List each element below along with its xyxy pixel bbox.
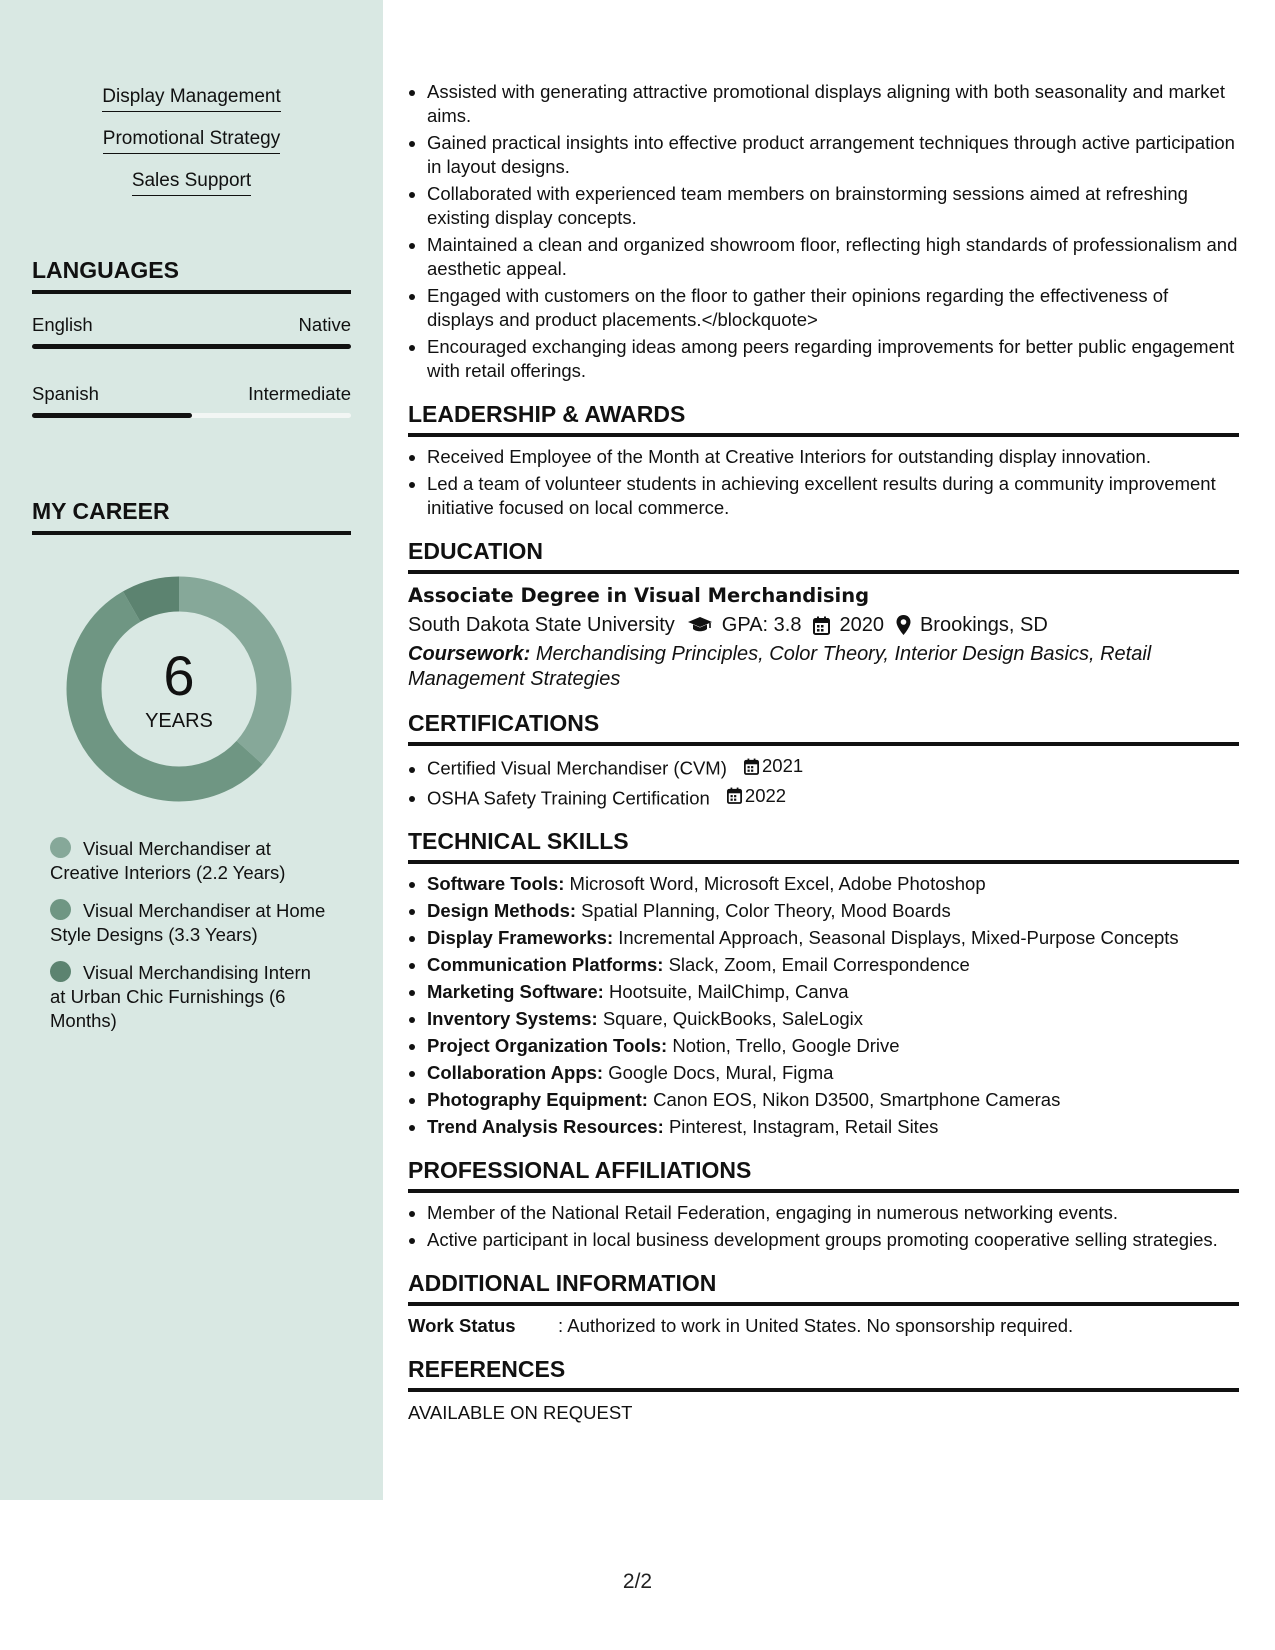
calendar-icon [744, 758, 759, 775]
career-legend [50, 837, 330, 1047]
education-coursework [408, 642, 1239, 692]
skill-link-display-management[interactable]: Display Management [102, 86, 280, 112]
language-bar-english [32, 344, 351, 349]
career-item [50, 961, 330, 1033]
skill-item [427, 1061, 1239, 1085]
references-text: AVAILABLE ON REQUEST [408, 1402, 633, 1423]
references-heading: REFERENCES [408, 1355, 1239, 1392]
legend-dot [50, 899, 71, 920]
career-item-text: Visual Merchandising Intern at Urban Chic Furnishings (6 Months) [50, 962, 311, 1031]
calendar-icon [813, 616, 830, 635]
career-item [50, 899, 330, 947]
skill-label: Project Organization Tools: [427, 1035, 668, 1056]
language-bar-spanish [32, 413, 351, 418]
skill-label: Software Tools: [427, 873, 565, 894]
certification-year: 2022 [744, 784, 787, 806]
skill-item [427, 953, 1239, 977]
leadership-list [408, 445, 1239, 520]
certification-name: OSHA Safety Training Certification [427, 787, 710, 808]
language-bar-fill [32, 344, 351, 349]
affiliation-item: • Active participant in local business development groups promoting cooperative selling strategies. [427, 1228, 1239, 1252]
experience-bullet: • Gained practical insights into effective product arrangement techniques through active participation in layout designs. [427, 131, 1239, 179]
skill-links [0, 86, 383, 212]
legend-dot [50, 837, 71, 858]
language-name: Spanish [32, 383, 99, 404]
education-gpa: GPA: 3.8 [721, 614, 802, 636]
coursework-value: Merchandising Principles, Color Theory, Interior Design Basics, Retail Management Strategies [408, 643, 1152, 690]
languages-heading: LANGUAGES [32, 257, 351, 294]
additional-info-heading: ADDITIONAL INFORMATION [408, 1269, 1239, 1306]
skill-link-promotional-strategy[interactable]: Promotional Strategy [103, 128, 280, 154]
coursework-label: Coursework: [408, 643, 531, 665]
education-school: South Dakota State University [408, 614, 675, 636]
career-total-years: 6 [163, 644, 195, 707]
leadership-heading: LEADERSHIP & AWARDS [408, 400, 1239, 437]
skill-label: Trend Analysis Resources: [427, 1116, 664, 1137]
technical-skills-list [408, 872, 1239, 1139]
experience-bullet: • Engaged with customers on the floor to gather their opinions regarding the effectiveness of displays and product placements.</blockquote> [427, 284, 1239, 332]
affiliation-item: • Member of the National Retail Federation, engaging in numerous networking events. [427, 1201, 1239, 1225]
language-row-spanish [32, 383, 351, 405]
education-year: 2020 [839, 614, 884, 636]
technical-skills-heading: TECHNICAL SKILLS [408, 827, 1239, 864]
career-total-unit: YEARS [145, 710, 213, 732]
language-level: Intermediate [248, 383, 351, 404]
skill-label: Collaboration Apps: [427, 1062, 604, 1083]
skill-value: Square, QuickBooks, SaleLogix [602, 1008, 864, 1029]
skill-label: Communication Platforms: [427, 954, 664, 975]
map-pin-icon [896, 615, 911, 635]
affiliations-heading: PROFESSIONAL AFFILIATIONS [408, 1156, 1239, 1193]
work-status-label: Work Status [408, 1315, 516, 1336]
skill-item [427, 1115, 1239, 1139]
skill-label: Inventory Systems: [427, 1008, 598, 1029]
certification-year: 2021 [762, 755, 804, 776]
skill-value: Microsoft Word, Microsoft Excel, Adobe Photoshop [569, 873, 986, 894]
career-item-text: Visual Merchandiser at Creative Interiors (2.2 Years) [50, 838, 286, 883]
work-status-value: : Authorized to work in United States. No sponsorship required. [558, 1315, 1074, 1336]
page-number: 2/2 [622, 1570, 653, 1593]
skill-item [427, 1088, 1239, 1112]
skill-label: Design Methods: [427, 900, 577, 921]
experience-bullet: • Maintained a clean and organized showroom floor, reflecting high standards of professionalism and aesthetic appeal. [427, 233, 1239, 281]
career-item [50, 837, 330, 885]
work-status-row [408, 1314, 1239, 1338]
calendar-icon [727, 787, 742, 804]
skill-value: Hootsuite, MailChimp, Canva [608, 981, 849, 1002]
skill-item [427, 980, 1239, 1004]
skill-item [427, 1007, 1239, 1031]
skill-item [427, 899, 1239, 923]
skill-value: Canon EOS, Nikon D3500, Smartphone Cameras [653, 1089, 1061, 1110]
career-heading: MY CAREER [32, 498, 351, 535]
skill-label: Display Frameworks: [427, 927, 614, 948]
skill-item [427, 872, 1239, 896]
skill-label: Marketing Software: [427, 981, 604, 1002]
education-heading: EDUCATION [408, 537, 1239, 574]
skill-label: Photography Equipment: [427, 1089, 648, 1110]
certifications-list [408, 754, 1239, 810]
certification-item [427, 754, 1239, 781]
skill-value: Google Docs, Mural, Figma [608, 1062, 834, 1083]
education-location: Brookings, SD [919, 614, 1048, 636]
experience-bullet: • Collaborated with experienced team members on brainstorming sessions aimed at refreshing existing display concepts. [427, 182, 1239, 230]
skill-value: Spatial Planning, Color Theory, Mood Boards [581, 900, 951, 921]
language-level: Native [298, 314, 351, 335]
language-row-english [32, 314, 351, 336]
skill-item [427, 1034, 1239, 1058]
experience-bullets [408, 80, 1239, 383]
language-bar-fill [32, 413, 192, 418]
legend-dot [50, 961, 71, 982]
leadership-item: • Received Employee of the Month at Creative Interiors for outstanding display innovation. [427, 445, 1239, 469]
certifications-heading: CERTIFICATIONS [408, 709, 1239, 746]
skill-item [427, 926, 1239, 950]
career-item-text: Visual Merchandiser at Home Style Designs (3.3 Years) [50, 900, 326, 945]
education-details [408, 610, 1239, 640]
skill-value: Slack, Zoom, Email Correspondence [668, 954, 970, 975]
main-content [408, 80, 1239, 1426]
skill-value: Notion, Trello, Google Drive [672, 1035, 900, 1056]
sidebar [0, 0, 383, 1500]
education-degree: Associate Degree in Visual Merchandising [408, 584, 870, 607]
skill-link-sales-support[interactable]: Sales Support [132, 170, 251, 196]
language-name: English [32, 314, 93, 335]
experience-bullet: • Encouraged exchanging ideas among peers regarding improvements for better public engagement with retail offerings. [427, 335, 1239, 383]
skill-value: Pinterest, Instagram, Retail Sites [668, 1116, 939, 1137]
certification-name: Certified Visual Merchandiser (CVM) [427, 757, 727, 779]
skill-value: Incremental Approach, Seasonal Displays, Mixed-Purpose Concepts [618, 927, 1179, 948]
leadership-item: • Led a team of volunteer students in achieving excellent results during a community improvement initiative focused on local commerce. [427, 472, 1239, 520]
certification-item [427, 784, 1239, 811]
affiliations-list [408, 1201, 1239, 1252]
experience-bullet: • Assisted with generating attractive promotional displays aligning with both seasonality and market aims. [427, 80, 1239, 128]
graduation-cap-icon [687, 616, 713, 634]
